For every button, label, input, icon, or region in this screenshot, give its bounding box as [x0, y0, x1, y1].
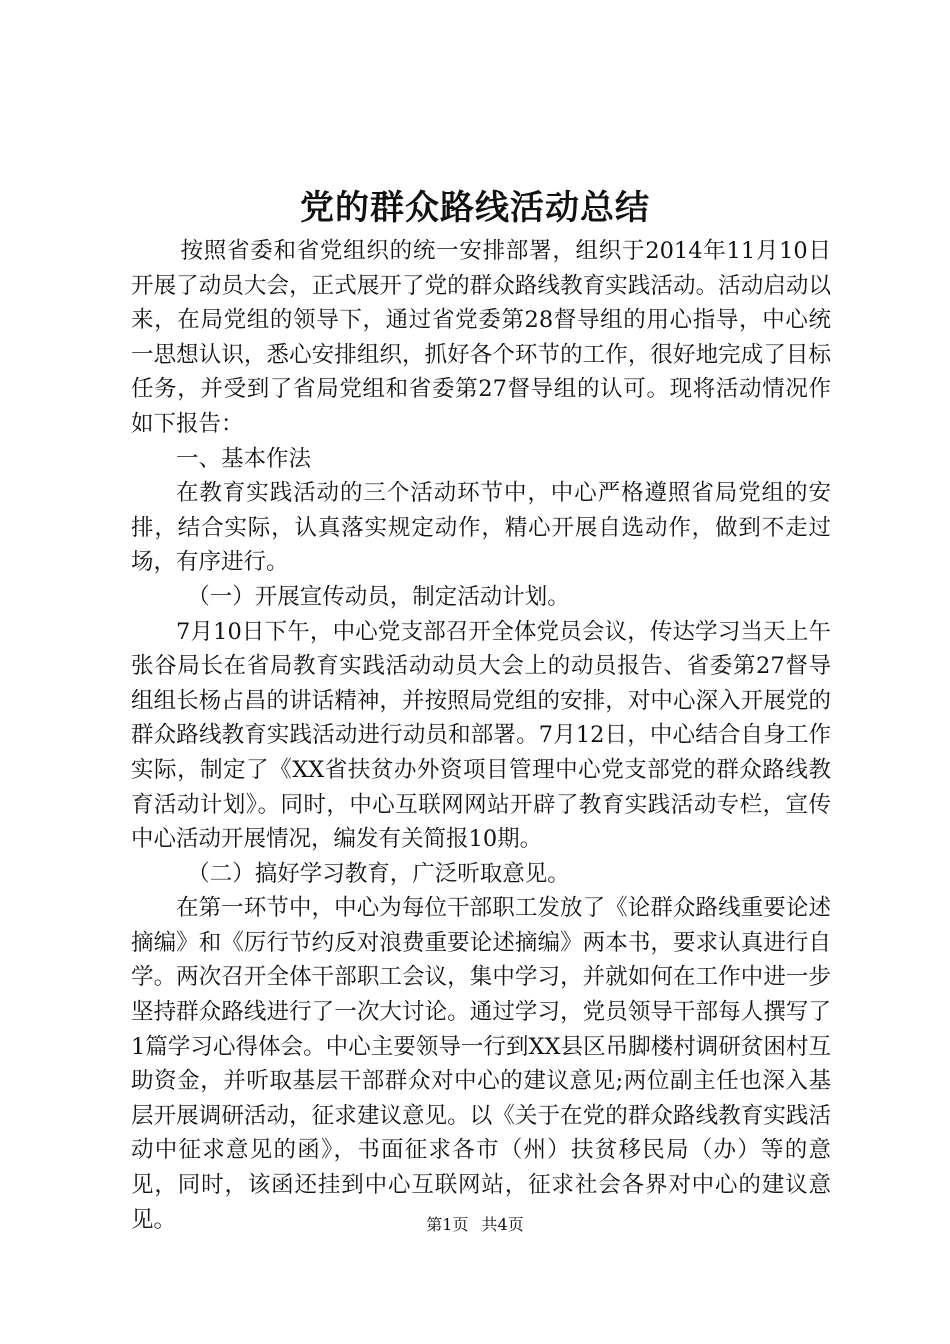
intro-paragraph: 按照省委和省党组织的统一安排部署，组织于2014年11月10日开展了动员大会，正式展开了党的群众路线教育实践活动。活动启动以来，在局党组的领导下，通过省党委第28督导组的用心指导，中心统一思想认识，悉心安排组织，抓好各个环节的工作，很好地完成了目标任务，并受到了省局党组和省委第27督导组的认可。现将活动情况作如下报告： — [131, 238, 831, 437]
subsection-heading-1: （一）开展宣传动员，制定活动计划。 — [187, 583, 570, 610]
page-number: 第1页 — [426, 1215, 469, 1234]
subsection-paragraph-1: 7月10日下午，中心党支部召开全体党员会议，传达学习当天上午张谷局长在省局教育实践活动动员大会上的动员报告、省委第27督导组组长杨占昌的讲话精神，并按照局党组的安排，对中心深入开展党的群众路线教育实践活动进行动员和部署。7月12日，中心结合自身工作实际，制定了《XX省扶贫办外资项目管理中心党支部党的群众路线教育活动计划》。同时，中心互联网网站开辟了教育实践活动专栏，宣传中心活动开展情况，编发有关简报10期。 — [131, 618, 831, 853]
document-title: 党的群众路线活动总结 — [300, 188, 650, 228]
section-heading-basic-methods: 一、基本作法 — [176, 445, 312, 472]
page-footer — [0, 1214, 950, 1236]
page-total: 共4页 — [481, 1215, 524, 1234]
section-paragraph: 在教育实践活动的三个活动环节中，中心严格遵照省局党组的安排，结合实际，认真落实规定动作，精心开展自选动作，做到不走过场，有序进行。 — [131, 480, 831, 576]
document-body — [131, 234, 831, 1237]
subsection-heading-2: （二）搞好学习教育，广泛听取意见。 — [187, 860, 570, 887]
subsection-paragraph-2: 在第一环节中，中心为每位干部职工发放了《论群众路线重要论述摘编》和《厉行节约反对浪费重要论述摘编》两本书，要求认真进行自学。两次召开全体干部职工会议，集中学习，并就如何在工作中进一步坚持群众路线进行了一次大讨论。通过学习，党员领导干部每人撰写了1篇学习心得体会。中心主要领导一行到XX县区吊脚楼村调研贫困村互助资金，并听取基层干部群众对中心的建议意见;两位副主任也深入基层开展调研活动，征求建议意见。以《关于在党的群众路线教育实践活动中征求意见的函》，书面征求各市（州）扶贫移民局（办）等的意见，同时，该函还挂到中心互联网站，征求社会各界对中心的建议意见。 — [131, 895, 831, 1233]
